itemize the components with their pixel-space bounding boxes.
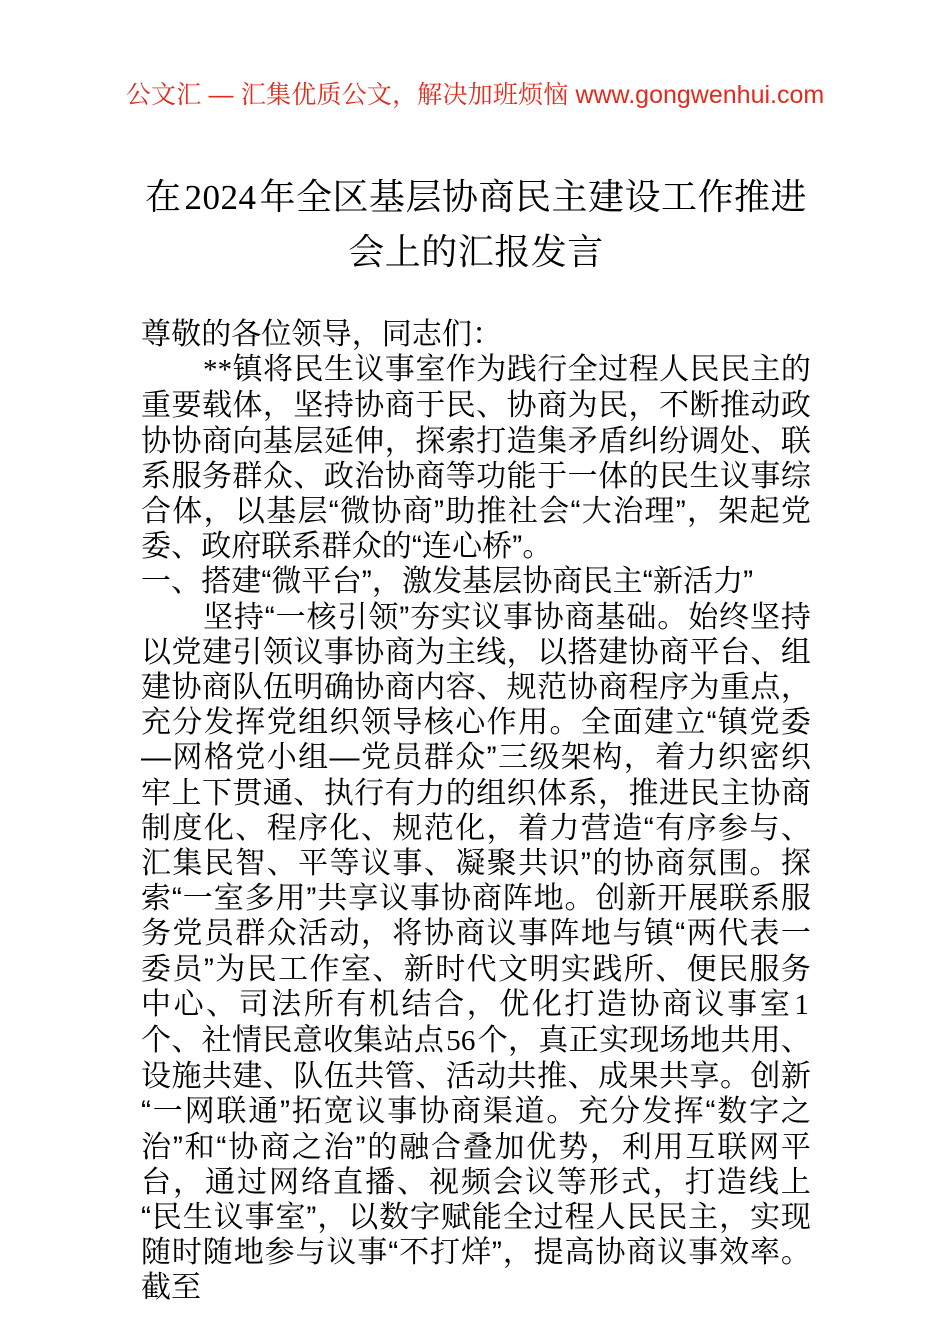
document-title [141,160,811,279]
redacted-name-asterisks: ** [203,354,233,387]
document-body [141,160,811,1306]
paragraph-section-one-body [141,600,811,1306]
site-watermark [0,78,950,112]
document-text-block [141,317,811,1306]
title-second-line: 会上的汇报发言 [348,231,604,272]
section-heading-one: 一、搭建“微平台”，激发基层协商民主“新活力” [141,565,754,599]
watermark-url: www.gongwenhui.com [575,81,825,109]
salutation-line: 尊敬的各位领导，同志们： [141,318,503,351]
para2-count-stations: 56 [446,1025,476,1058]
title-suffix: 年全区基层协商民主建设工作推进 [259,176,808,217]
title-year: 2024 [184,178,257,217]
para2-segment-2: 个、社情民意收集站点 [141,1024,445,1058]
para2-segment-1: 坚持“一核引领”夯实议事协商基础。始终坚持以党建引领议事协商为主线，以搭建协商平台、组建协商队伍明确协商内容、规范协商程序为重点，充分发挥党组织领导核心作用。全面建立“镇党委—网格党小组—党员群众”三级架构，着力织密织牢上下贯通、执行有力的组织体系，推进民主协商制度化、程序化、规范化，着力营造“有序参与、汇集民智、平等议事、凝聚共识”的协商氛围。探索“一室多用”共享议事协商阵地。创新开展联系服务党员群众活动，将协商议事阵地与镇“两代表一委员”为民工作室、新时代文明实践所、便民服务中心、司法所有机结合，优化打造协商议事室 [141,600,811,1021]
title-prefix: 在 [144,176,182,217]
watermark-brand-text: 公文汇 — 汇集优质公文，解决加班烦恼 [125,81,569,109]
para2-count-rooms: 1 [794,988,809,1021]
para2-segment-3: 个，真正实现场地共用、设施共建、队伍共管、活动共推、成果共享。创新“一网联通”拓宽议事协商渠道。充分发挥“数字之治”和“协商之治”的融合叠加优势，利用互联网平台，通过网络直播、视频会议等形式，打造线上“民生议事室”，以数字赋能全过程人民民主，实现随时随地参与议事“不打烊”，提高协商议事效率。截至 [141,1024,811,1305]
paragraph-intro [141,352,811,564]
paragraph-intro-text: 镇将民生议事室作为践行全过程人民民主的重要载体，坚持协商于民、协商为民，不断推动政协协商向基层延伸，探索打造集矛盾纠纷调处、联系服务群众、政治协商等功能于一体的民生议事综合体，以基层“微协商”助推社会“大治理”，架起党委、政府联系群众的“连心桥”。 [141,353,811,564]
